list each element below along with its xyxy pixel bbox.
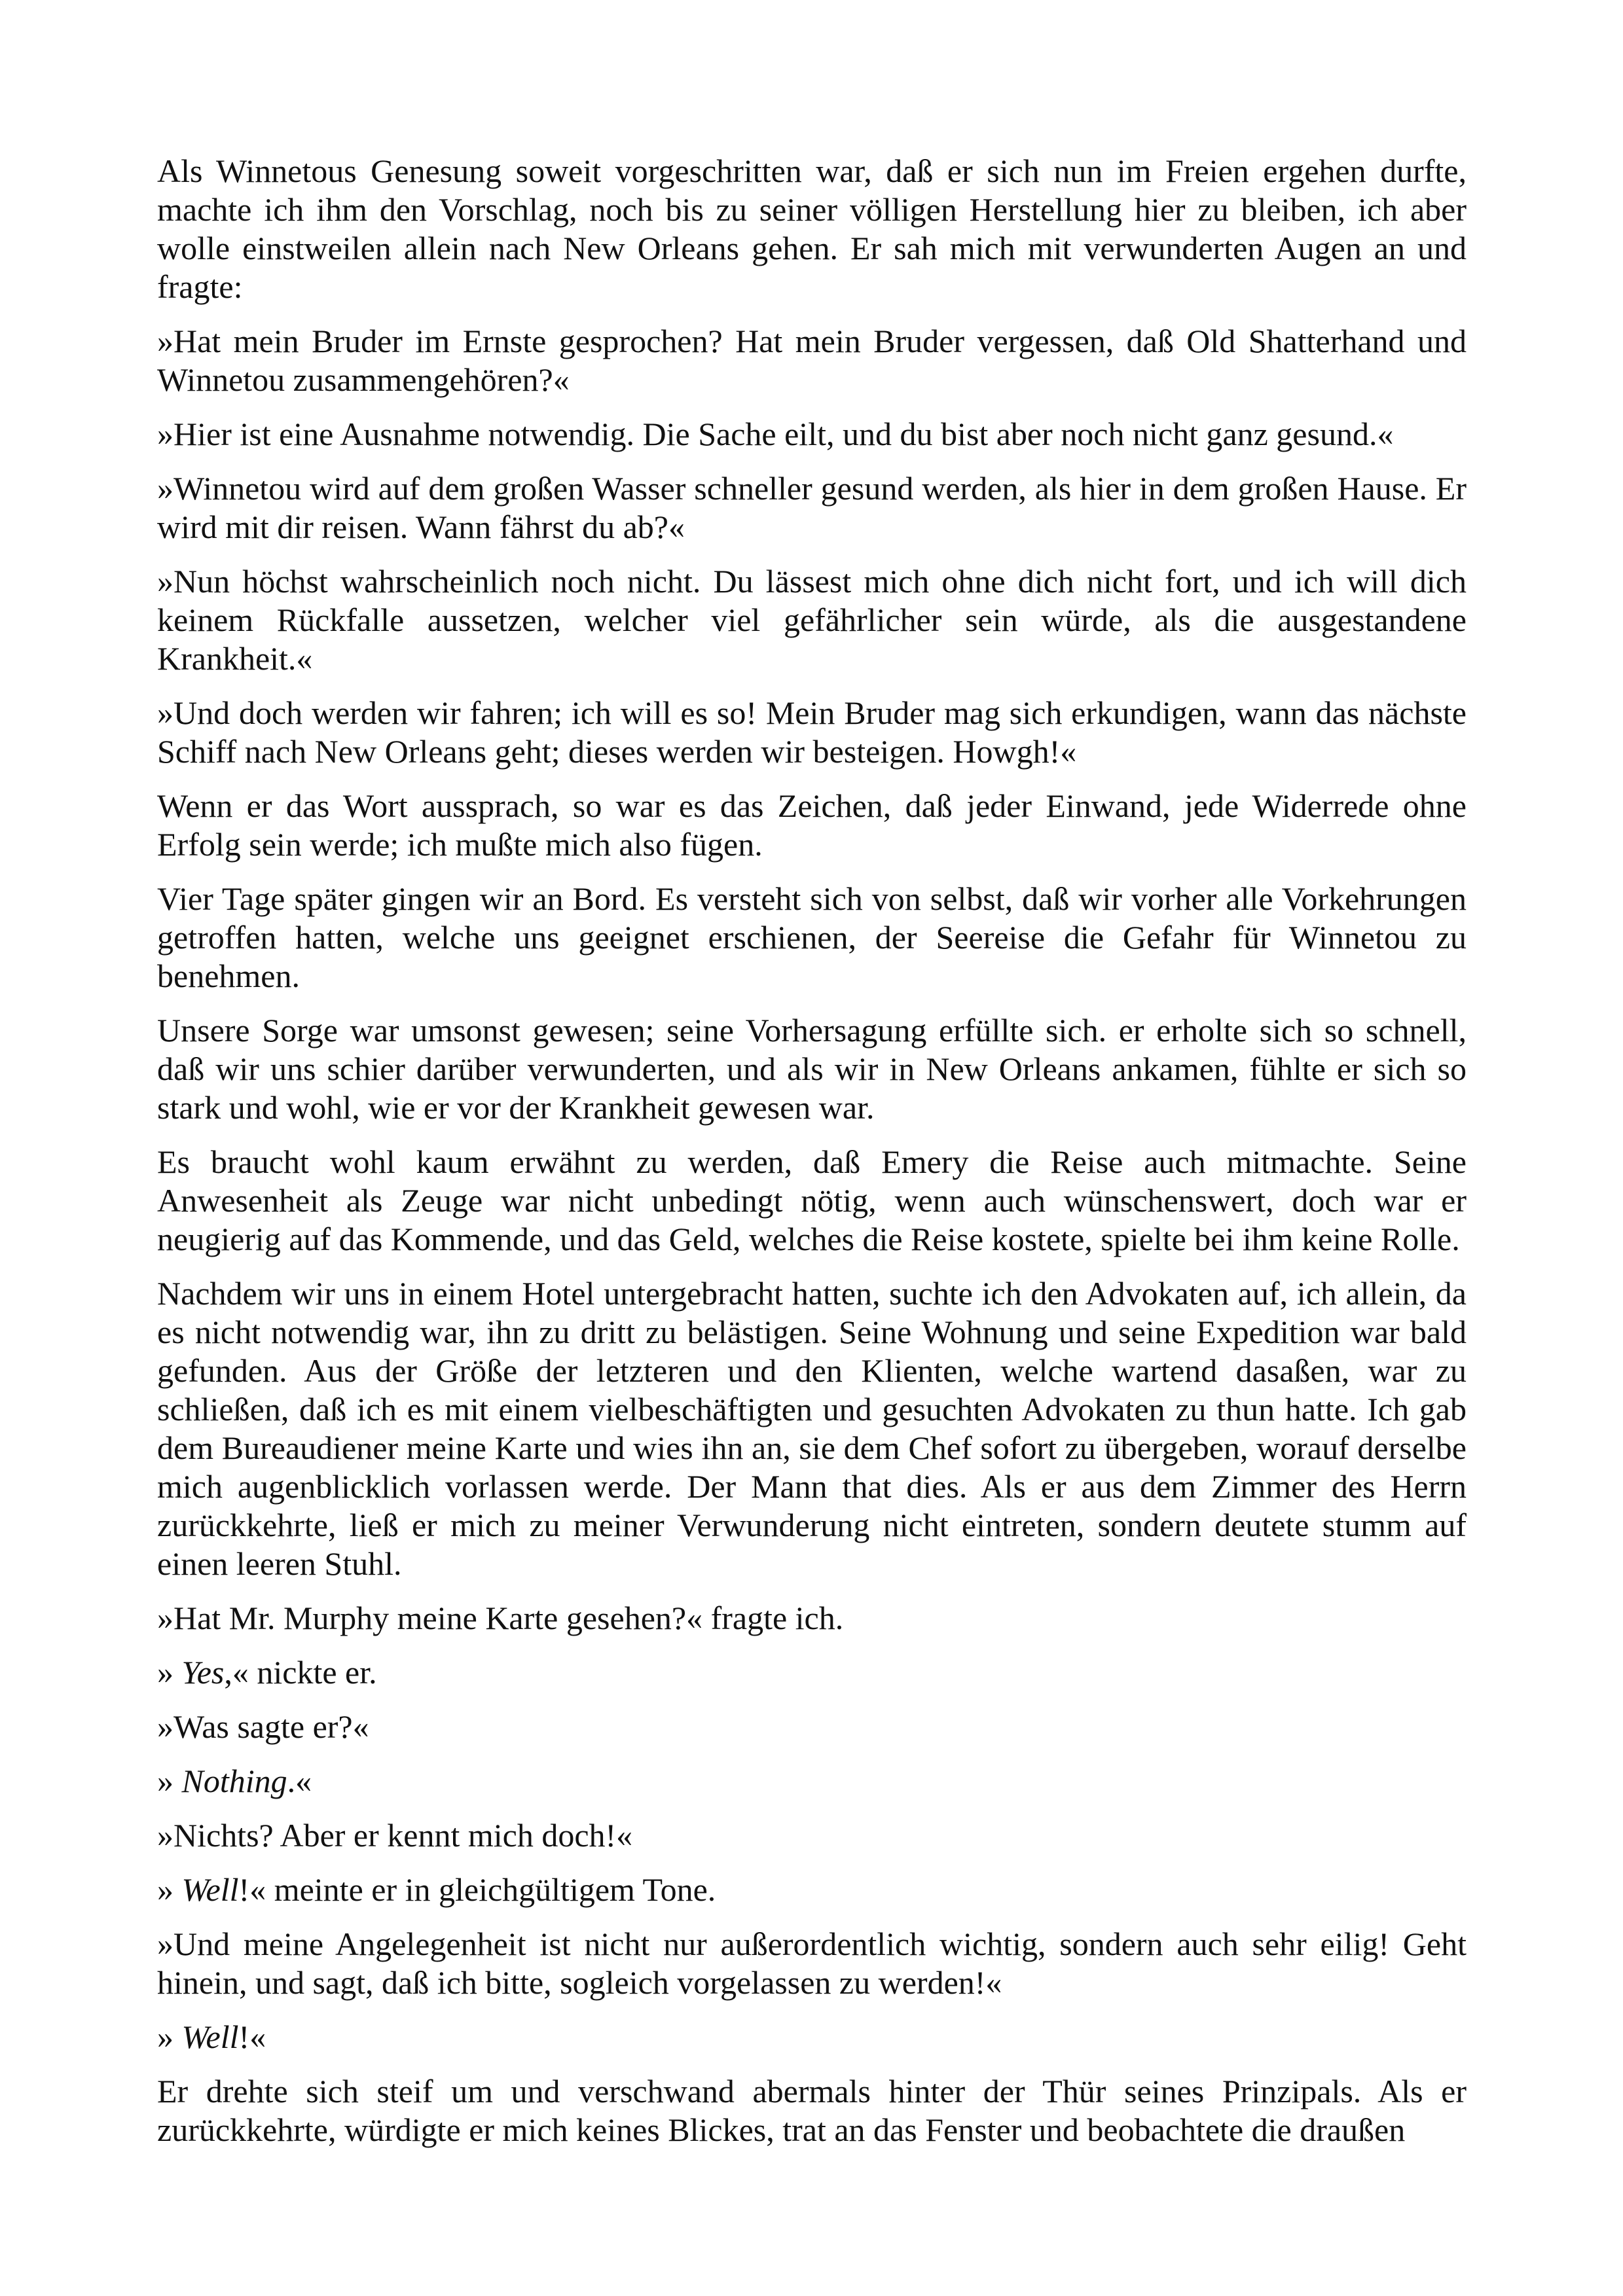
english-word: Nothing: [181, 1763, 287, 1799]
paragraph: »Nun höchst wahrscheinlich noch nicht. Du lässest mich ohne dich nicht fort, und ich will dich keinem Rückfalle aussetzen, welcher viel gefährlicher sein würde, als die ausgestandene Krankheit.«: [157, 563, 1467, 677]
quote-suffix: !«: [238, 2018, 266, 2055]
paragraph: Es braucht wohl kaum erwähnt zu werden, daß Emery die Reise auch mitmachte. Seine Anwesenheit als Zeuge war nicht unbedingt nötig, wenn auch wünschenswert, doch war er neugierig auf das Kommende, und das Geld, welches die Reise kostete, spielte bei ihm keine Rolle.: [157, 1143, 1467, 1257]
english-word: Yes: [181, 1654, 225, 1691]
quote-suffix: ,« nickte er.: [224, 1654, 377, 1691]
english-word: Well: [181, 2018, 239, 2055]
paragraph: Wenn er das Wort aussprach, so war es das Zeichen, daß jeder Einwand, jede Widerrede ohne Erfolg sein werde; ich mußte mich also fügen.: [157, 787, 1467, 863]
paragraph: Nachdem wir uns in einem Hotel untergebracht hatten, suchte ich den Advokaten auf, ich allein, da es nicht notwendig war, ihn zu dritt zu belästigen. Seine Wohnung und seine Expedition war bald gefunden. Aus der Größe der letzteren und den Klienten, welche wartend dasaßen, war zu schließen, daß ich es mit einem vielbeschäftigten und gesuchten Advokaten zu thun hatte. Ich gab dem Bureaudiener meine Karte und wies ihn an, sie dem Chef sofort zu übergeben, worauf derselbe mich augenblicklich vorlassen werde. Der Mann that dies. Als er aus dem Zimmer des Herrn zurückkehrte, ließ er mich zu meiner Verwunderung nicht eintreten, sondern deutete stumm auf einen leeren Stuhl.: [157, 1275, 1467, 1582]
quote-prefix: »: [157, 1763, 182, 1799]
dialogue-was-sagte: »Was sagte er?«: [157, 1708, 369, 1745]
paragraph: »Winnetou wird auf dem großen Wasser schneller gesund werden, als hier in dem großen Hause. Er wird mit dir reisen. Wann fährst du ab?«: [157, 470, 1467, 545]
quote-suffix: .«: [287, 1763, 312, 1799]
quote-prefix: »: [157, 1654, 182, 1691]
paragraph: »Hat Mr. Murphy meine Karte gesehen?« fragte ich.: [157, 1600, 844, 1636]
paragraph: »Hat mein Bruder im Ernste gesprochen? Hat mein Bruder vergessen, daß Old Shatterhand und Winnetou zusammengehören?«: [157, 323, 1467, 398]
paragraph: Unsere Sorge war umsonst gewesen; seine Vorhersagung erfüllte sich. er erholte sich so schnell, daß wir uns schier darüber verwunderten, und als wir in New Orleans ankamen, fühlte er sich so stark und wohl, wie er vor der Krankheit gewesen war.: [157, 1012, 1467, 1126]
dialogue-und-meine: »Und meine Angelegenheit ist nicht nur außerordentlich wichtig, sondern auch sehr eilig! Geht hinein, und sagt, daß ich bitte, sogleich vorgelassen zu werden!«: [157, 1926, 1467, 2001]
paragraph: »Hier ist eine Ausnahme notwendig. Die Sache eilt, und du bist aber noch nicht ganz gesund.«: [157, 416, 1394, 452]
dialogue-well-2: [157, 2018, 1467, 2056]
dialogue-nothing: [157, 1762, 1467, 1801]
dialogue-yes: [157, 1653, 1467, 1692]
english-word: Well: [181, 1871, 239, 1908]
paragraph: Als Winnetous Genesung soweit vorgeschritten war, daß er sich nun im Freien ergehen durfte, machte ich ihm den Vorschlag, noch bis zu seiner völligen Herstellung hier zu bleiben, ich aber wolle einstweilen allein nach New Orleans gehen. Er sah mich mit verwunderten Augen an und fragte:: [157, 152, 1467, 305]
dialogue-well-1: [157, 1871, 1467, 1909]
paragraph: »Und doch werden wir fahren; ich will es so! Mein Bruder mag sich erkundigen, wann das nächste Schiff nach New Orleans geht; dieses werden wir besteigen. Howgh!«: [157, 694, 1467, 770]
quote-suffix: !« meinte er in gleichgültigem Tone.: [238, 1871, 716, 1908]
quote-prefix: »: [157, 1871, 182, 1908]
document-page: [157, 152, 1467, 2149]
paragraph: Vier Tage später gingen wir an Bord. Es versteht sich von selbst, daß wir vorher alle Vorkehrungen getroffen hatten, welche uns geeignet erschienen, der Seereise die Gefahr für Winnetou zu benehmen.: [157, 880, 1467, 994]
quote-prefix: »: [157, 2018, 182, 2055]
dialogue-nichts: »Nichts? Aber er kennt mich doch!«: [157, 1817, 633, 1854]
paragraph-continued: Er drehte sich steif um und verschwand abermals hinter der Thür seines Prinzipals. Als er zurückkehrte, würdigte er mich keines Blickes, trat an das Fenster und beobachtete die draußen: [157, 2073, 1467, 2148]
